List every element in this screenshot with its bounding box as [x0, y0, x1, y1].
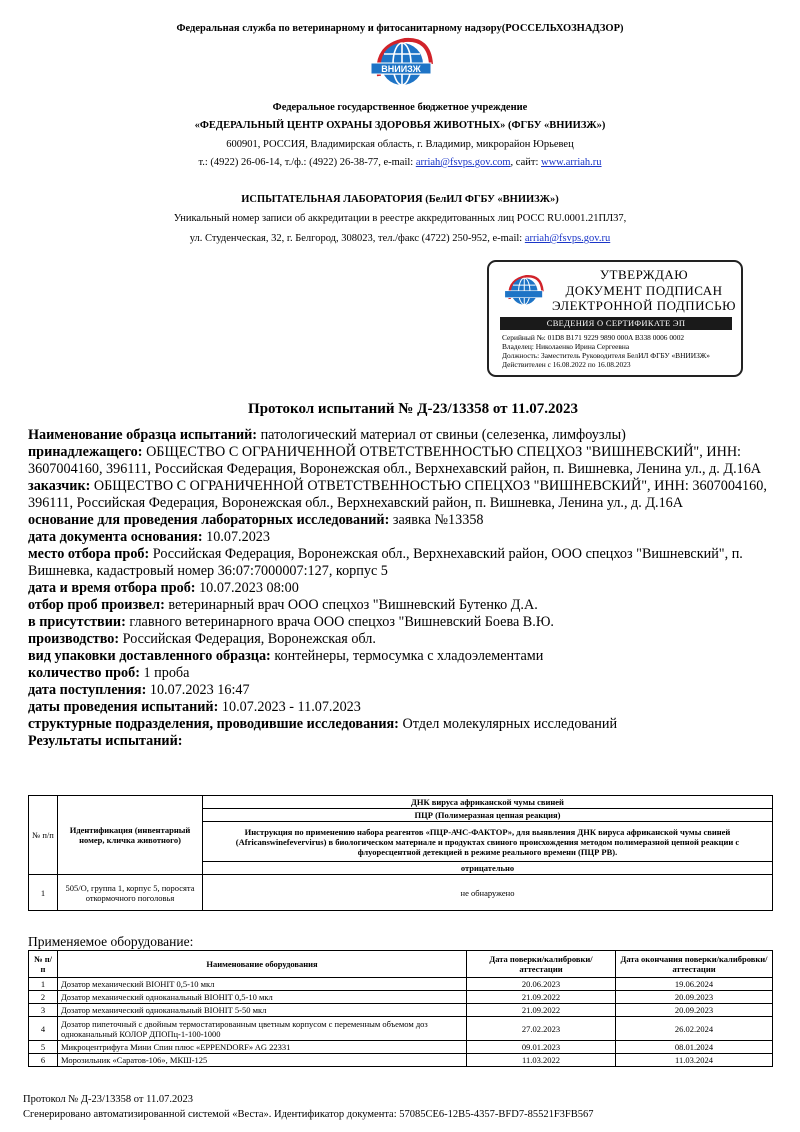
result-value: не обнаружено	[203, 875, 773, 911]
field-value: ОБЩЕСТВО С ОГРАНИЧЕННОЙ ОТВЕТСТВЕННОСТЬЮ СПЕЦХОЗ "ВИШНЕВСКИЙ", ИНН: 3607004160, 396111, Российская Федерация, Воронежская обл., Верхнехавский район, п. Вишневка, Ленина ул., д. Д.16А	[28, 444, 762, 477]
field-label: вид упаковки доставленного образца:	[28, 648, 271, 664]
stamp-valid: Действителен с 16.08.2022 по 16.08.2023	[502, 360, 631, 369]
field-item	[28, 682, 778, 699]
field-label: заказчик:	[28, 478, 91, 494]
stamp-logo	[501, 270, 545, 314]
eq-col-no: № п/п	[29, 951, 58, 978]
field-item	[28, 512, 778, 529]
table-row	[29, 1041, 773, 1054]
field-item	[28, 580, 778, 597]
table-row	[29, 1054, 773, 1067]
field-item	[28, 597, 778, 614]
eq-date: 20.06.2023	[467, 978, 616, 991]
table-row	[29, 1017, 773, 1041]
field-label: дата и время отбора проб:	[28, 580, 196, 596]
table-row	[29, 1004, 773, 1017]
field-label: место отбора проб:	[28, 546, 150, 562]
field-label: отбор проб произвел:	[28, 597, 165, 613]
eq-end: 19.06.2024	[616, 978, 773, 991]
field-item	[28, 546, 778, 580]
institution-type: Федеральное государственное бюджетное учреждение	[272, 102, 528, 113]
eq-name: Дозатор механический одноканальный ВІОНІТ 0,5-10 мкл	[58, 991, 467, 1004]
field-value: Российская Федерация, Воронежская обл., Верхнехавский район, ООО спецхоз "Вишневский", п. Вишневка, кадастровый номер 36:07:7000007:127, корпус 5	[28, 546, 743, 579]
agency-name: Федеральная служба по ветеринарному и фитосанитарному надзору(РОССЕЛЬХОЗНАДЗОР)	[176, 23, 624, 34]
stamp-serial: Серийный №: 01D8 B171 9229 9890 000A B338 0006 0002	[502, 333, 685, 342]
table-row	[29, 875, 773, 911]
field-item	[28, 529, 778, 546]
test-name: ДНК вируса африканской чумы свиней	[203, 796, 773, 809]
field-item	[28, 444, 778, 478]
stamp-position: Должность: Заместитель Руководителя БелИЛ ФГБУ «ВНИИЗЖ»	[502, 351, 710, 360]
stamp-cert-bar: СВЕДЕНИЯ О СЕРТИФИКАТЕ ЭП	[500, 317, 732, 330]
institution-contacts	[0, 157, 800, 168]
lab-contacts	[0, 233, 800, 244]
field-item	[28, 648, 778, 665]
eq-end: 26.02.2024	[616, 1017, 773, 1041]
field-value: патологический материал от свиньи (селезенка, лимфоузлы)	[257, 427, 626, 443]
field-label: структурные подразделения, проводившие исследования:	[28, 716, 399, 732]
col-no-header: № п/п	[29, 796, 58, 875]
footer-generated: Сгенерировано автоматизированной системой «Веста». Идентификатор документа: 57085CE6-12B5-4357-BFD7-85521F3FB567	[23, 1109, 594, 1120]
field-value: 10.07.2023	[202, 529, 270, 545]
field-label: основание для проведения лабораторных исследований:	[28, 512, 390, 528]
field-item	[28, 427, 778, 444]
field-label: в присутствии:	[28, 614, 126, 630]
eq-no: 4	[29, 1017, 58, 1041]
field-value: 10.07.2023 08:00	[195, 580, 299, 596]
field-value: Российская Федерация, Воронежская обл.	[119, 631, 376, 647]
eq-no: 6	[29, 1054, 58, 1067]
field-value: главного ветеринарного врача ООО спецхоз "Вишневский Боева В.Ю.	[125, 614, 554, 630]
field-value: контейнеры, термосумка с хладоэлементами	[270, 648, 544, 664]
eq-date: 09.01.2023	[467, 1041, 616, 1054]
eq-date: 11.03.2022	[467, 1054, 616, 1067]
field-item	[28, 716, 778, 733]
lab-email-link[interactable]: arriah@fsvps.gov.ru	[524, 233, 611, 244]
test-instruction: Инструкция по применению набора реагентов «ПЦР-АЧС-ФАКТОР», для выявления ДНК вируса африканской чумы свиней (Africanswinefevervirus) в биологическом материале и продуктах свиного происхождения методом полимеразной цепной реакции с флуоресцентной детекцией в режиме реального времени (ПЦР РВ).	[203, 822, 773, 862]
vniizh-logo	[365, 36, 435, 94]
field-value: ветеринарный врач ООО спецхоз "Вишневский Бутенко Д.А.	[164, 597, 538, 613]
result-no: 1	[29, 875, 58, 911]
field-value: 10.07.2023 16:47	[146, 682, 250, 698]
footer-protocol: Протокол № Д-23/13358 от 11.07.2023	[23, 1094, 193, 1105]
test-method: ПЦР (Полимеразная цепная реакция)	[203, 809, 773, 822]
eq-no: 1	[29, 978, 58, 991]
eq-end: 11.03.2024	[616, 1054, 773, 1067]
stamp-approve: УТВЕРЖДАЮ	[599, 267, 689, 282]
field-value: 10.07.2023 - 11.07.2023	[218, 699, 361, 715]
field-item	[28, 614, 778, 631]
field-item	[28, 631, 778, 648]
eq-name: Морозильник «Саратов-106», МКШ-125	[58, 1054, 467, 1067]
e-signature-stamp	[487, 260, 743, 377]
site-prefix: , сайт:	[510, 157, 541, 168]
results-table	[28, 795, 773, 911]
test-norm: отрицательно	[203, 862, 773, 875]
eq-end: 20.09.2023	[616, 1004, 773, 1017]
field-item	[28, 699, 778, 716]
lab-name: ИСПЫТАТЕЛЬНАЯ ЛАБОРАТОРИЯ (БелИЛ ФГБУ «ВНИИЗЖ»)	[241, 194, 559, 205]
eq-no: 2	[29, 991, 58, 1004]
field-item	[28, 665, 778, 682]
institution-address: 600901, РОССИЯ, Владимирская область, г. Владимир, микрорайон Юрьевец	[226, 139, 574, 150]
site-link[interactable]: www.arriah.ru	[541, 157, 602, 168]
stamp-signed: ДОКУМЕНТ ПОДПИСАН	[565, 283, 723, 298]
eq-no: 3	[29, 1004, 58, 1017]
eq-col-name: Наименование оборудования	[58, 951, 467, 978]
stamp-esign: ЭЛЕКТРОННОЙ ПОДПИСЬЮ	[552, 298, 736, 313]
eq-name: Дозатор механический ВІОНІТ 0,5-10 мкл	[58, 978, 467, 991]
field-label: Наименование образца испытаний:	[28, 427, 258, 443]
field-label: Результаты испытаний:	[28, 733, 183, 749]
protocol-title: Протокол испытаний № Д-23/13358 от 11.07.2023	[248, 401, 578, 417]
field-item	[28, 478, 778, 512]
equipment-table	[28, 950, 773, 1067]
field-label: производство:	[28, 631, 120, 647]
field-label: даты проведения испытаний:	[28, 699, 219, 715]
eq-date: 21.09.2022	[467, 1004, 616, 1017]
institution-name: «ФЕДЕРАЛЬНЫЙ ЦЕНТР ОХРАНЫ ЗДОРОВЬЯ ЖИВОТНЫХ» (ФГБУ «ВНИИЗЖ»)	[194, 120, 606, 131]
email-link[interactable]: arriah@fsvps.gov.com	[415, 157, 511, 168]
table-row	[29, 991, 773, 1004]
eq-end: 08.01.2024	[616, 1041, 773, 1054]
field-value: Отдел молекулярных исследований	[398, 716, 618, 732]
result-id: 505/О, группа 1, корпус 5, поросята откормочного поголовья	[58, 875, 203, 911]
field-label: дата поступления:	[28, 682, 147, 698]
logo-text: ВНИИЗЖ	[381, 64, 421, 74]
field-label: количество проб:	[28, 665, 140, 681]
lab-accreditation: Уникальный номер записи об аккредитации в реестре аккредитованных лиц РОСС RU.0001.21ПЛ37,	[173, 213, 627, 224]
table-row	[29, 978, 773, 991]
eq-no: 5	[29, 1041, 58, 1054]
eq-name: Микроцентрифуга Мини Спин плюс «EPPENDORF» AG 22331	[58, 1041, 467, 1054]
eq-col-date: Дата поверки/калибровки/аттестации	[467, 951, 616, 978]
field-value: ОБЩЕСТВО С ОГРАНИЧЕННОЙ ОТВЕТСТВЕННОСТЬЮ СПЕЦХОЗ "ВИШНЕВСКИЙ", ИНН: 3607004160, 396111, Российская Федерация, Воронежская обл., Верхнехавский район, п. Вишневка, Ленина ул., д. Д.16А	[28, 478, 767, 511]
eq-name: Дозатор пипеточный с двойным термостатированным цветным корпусом с переменным объемом доз одноканальный КОЛОР ДПОПц-1-100-1000	[58, 1017, 467, 1041]
contacts-text: т.: (4922) 26-06-14, т./ф.: (4922) 26-38-77, e-mail:	[198, 157, 416, 168]
eq-end: 20.09.2023	[616, 991, 773, 1004]
stamp-owner: Владелец: Николаенко Ирина Сергеевна	[502, 342, 630, 351]
field-item	[28, 733, 778, 750]
field-label: принадлежащего:	[28, 444, 143, 460]
field-label: дата документа основания:	[28, 529, 203, 545]
lab-address: ул. Студенческая, 32, г. Белгород, 308023, тел./факс (4722) 250-952, e-mail:	[189, 233, 525, 244]
eq-date: 21.09.2022	[467, 991, 616, 1004]
field-value: заявка №13358	[389, 512, 484, 528]
sample-fields	[28, 427, 778, 750]
eq-col-end: Дата окончания поверки/калибровки/аттестации	[616, 951, 773, 978]
field-value: 1 проба	[139, 665, 190, 681]
equipment-caption: Применяемое оборудование:	[28, 934, 194, 949]
eq-date: 27.02.2023	[467, 1017, 616, 1041]
col-id-header: Идентификация (инвентарный номер, кличка животного)	[58, 796, 203, 875]
eq-name: Дозатор механический одноканальный ВІОНІТ 5-50 мкл	[58, 1004, 467, 1017]
